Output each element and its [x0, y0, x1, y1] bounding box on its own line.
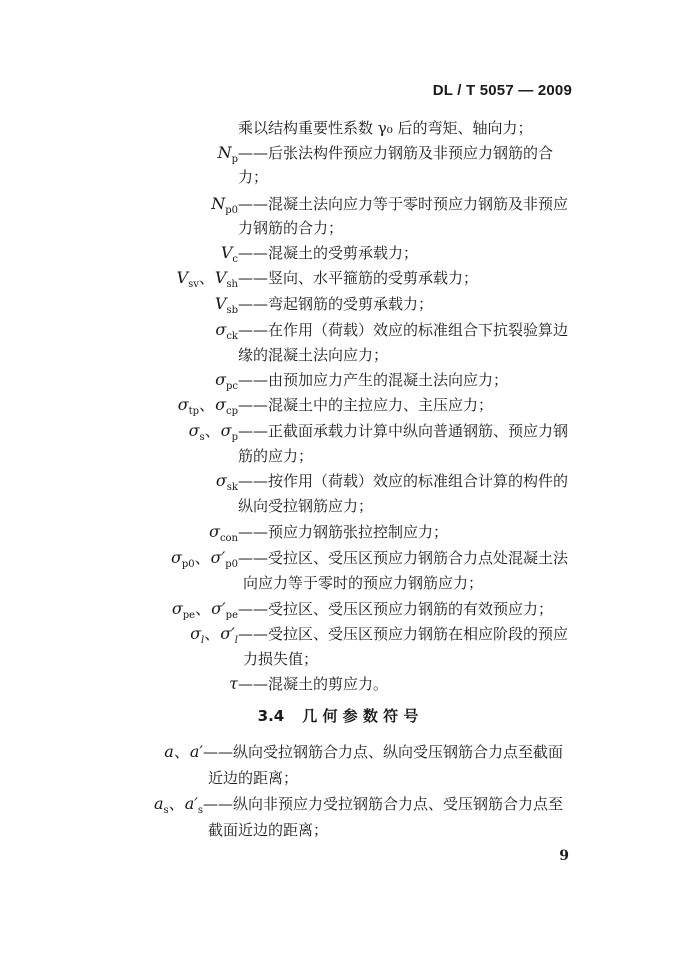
- symbol-tau: τ: [229, 674, 238, 693]
- entry-sigma-tp-cp: [0, 393, 676, 417]
- symbol-sigma-s-p: $\sigma_s$、$\sigma_p$: [188, 421, 238, 444]
- entry-sigma-ck-cont: [0, 343, 676, 367]
- entry-a: [0, 740, 676, 764]
- symbol-vsb: $V_{sb}$: [214, 294, 238, 317]
- symbol-sigma-sk: $\sigma_{sk}$: [215, 471, 238, 494]
- entry-sigma-sk-cont: [0, 494, 676, 518]
- symbol-sigma-pe: $\sigma_{pe}$、$\sigma'_{pe}$: [171, 599, 238, 622]
- definition-line: ——混凝土中的主拉应力、主压应力；: [238, 396, 494, 414]
- definition-line: ——正截面承载力计算中纵向普通钢筋、预应力钢: [238, 422, 569, 440]
- definition-line: 向应力等于零时的预应力钢筋应力；: [243, 574, 484, 592]
- entry-sigma-sk: [0, 469, 676, 493]
- definition-line: ——由预加应力产生的混凝土法向应力；: [238, 371, 509, 389]
- entry-as-cont: [0, 818, 676, 842]
- entry-sigma-l-cont: [0, 647, 676, 671]
- definition-line: ——受拉区、受压区预应力钢筋合力点处混凝土法: [238, 549, 569, 567]
- page-number: 9: [559, 848, 569, 864]
- section-title: 几 何 参 数 符 号: [302, 707, 419, 725]
- definition-line: ——竖向、水平箍筋的受剪承载力；: [238, 269, 479, 287]
- entry-sigma-ck: [0, 318, 676, 342]
- standard-code-header: DL / T 5057 — 2009: [432, 82, 572, 99]
- entry-tau: [0, 672, 676, 696]
- definition-line: 力损失值；: [243, 650, 319, 668]
- entry-sigma-s-p-cont: [0, 444, 676, 468]
- entry-np0: [0, 192, 676, 216]
- definition-line: ——在作用（荷载）效应的标准组合下抗裂验算边: [238, 321, 569, 339]
- definition-line: ——混凝土法向应力等于零时预应力钢筋及非预应: [238, 195, 569, 213]
- entry-np: [0, 141, 676, 165]
- entry-as: [0, 792, 676, 816]
- definition-line: ——预应力钢筋张拉控制应力；: [238, 523, 449, 541]
- definition-line: ——受拉区、受压区预应力钢筋的有效预应力；: [238, 600, 554, 618]
- symbol-a: a、a′: [164, 742, 203, 761]
- entry-sigma-p0-cont: [0, 571, 676, 595]
- entry-np0-cont: [0, 216, 676, 240]
- section-number: 3.4: [257, 707, 285, 725]
- entry-sigma-pe: [0, 597, 676, 621]
- symbol-vc: $V_c$: [220, 243, 238, 266]
- definition-line: ——纵向非预应力受拉钢筋合力点、受压钢筋合力点至: [203, 795, 564, 813]
- symbol-vsv-vsh: $V_{sv}$、$V_{sh}$: [176, 268, 238, 291]
- symbol-sigma-con: $\sigma_{con}$: [209, 522, 238, 545]
- definition-line: 截面近边的距离；: [208, 821, 329, 839]
- entry-vsv-vsh: [0, 266, 676, 290]
- symbol-sigma-p0: $\sigma_{p0}$、$\sigma'_{p0}$: [170, 548, 238, 571]
- symbol-np: $N_p$: [217, 143, 238, 166]
- definition-line: 缘的混凝土法向应力；: [238, 346, 389, 364]
- definition-line: ——受拉区、受压区预应力钢筋在相应阶段的预应: [238, 625, 569, 643]
- section-heading: [0, 705, 676, 726]
- entry-vsb: [0, 292, 676, 316]
- symbol-as: $a_s$、$a'_s$: [153, 794, 203, 817]
- definition-line: 近边的距离；: [208, 769, 299, 787]
- definition-line: 纵向受拉钢筋应力；: [238, 497, 374, 515]
- definition-line: ——后张法构件预应力钢筋及非预应力钢筋的合: [238, 144, 554, 162]
- entry-a-cont: [0, 766, 676, 790]
- symbol-sigma-l: $\sigma_l$、$\sigma'_l$: [190, 624, 238, 647]
- entry-sigma-con: [0, 520, 676, 544]
- entry-sigma-pc: [0, 368, 676, 392]
- symbol-np0: $N_{p0}$: [211, 194, 238, 217]
- definition-line: ——混凝土的剪应力。: [238, 675, 389, 693]
- entry-sigma-p0: [0, 546, 676, 570]
- definition-line: ——纵向受拉钢筋合力点、纵向受压钢筋合力点至截面: [203, 743, 564, 761]
- definition-line: 力；: [238, 168, 269, 186]
- symbol-sigma-pc: $\sigma_{pc}$: [215, 370, 238, 393]
- symbol-sigma-ck: $\sigma_{ck}$: [215, 320, 238, 343]
- definition-line: ——弯起钢筋的受剪承载力；: [238, 295, 434, 313]
- definition-line: 筋的应力；: [238, 447, 314, 465]
- symbol-sigma-tp-cp: $\sigma_{tp}$、$\sigma_{cp}$: [177, 395, 238, 418]
- entry-np-cont: [0, 165, 676, 189]
- entry-sigma-l: [0, 622, 676, 646]
- definition-line: ——按作用（荷载）效应的标准组合计算的构件的: [238, 472, 569, 490]
- entry-vc: [0, 241, 676, 265]
- entry-sigma-s-p: [0, 419, 676, 443]
- definition-line: ——混凝土的受剪承载力；: [238, 244, 419, 262]
- definition-line: 力钢筋的合力；: [238, 219, 344, 237]
- continuation-line: 乘以结构重要性系数 γ₀ 后的弯矩、轴向力；: [238, 119, 533, 137]
